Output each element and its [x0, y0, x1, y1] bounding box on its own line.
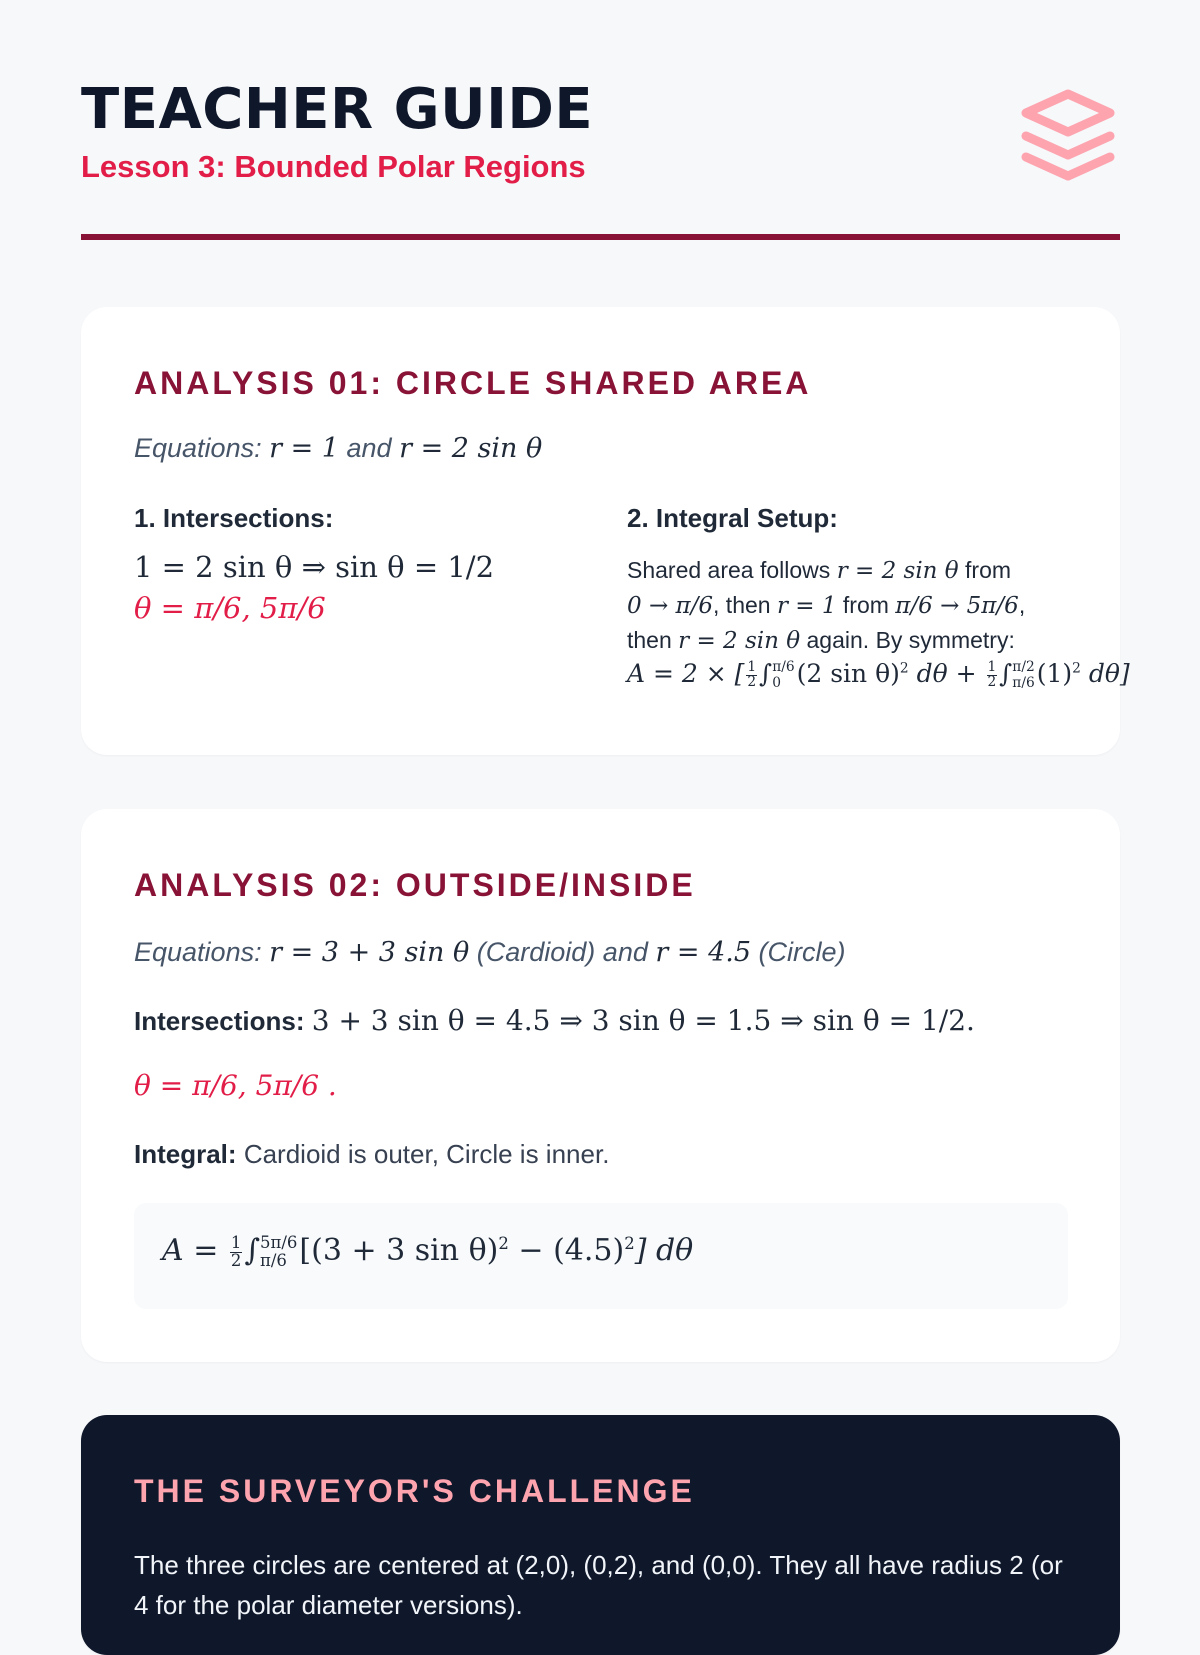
- surveyors-challenge-card: [81, 1415, 1120, 1655]
- analysis-02-formula-box: [134, 1203, 1068, 1309]
- integral-setup-heading: 2. Integral Setup:: [627, 503, 838, 533]
- equation-a: r = 1: [269, 433, 339, 464]
- analysis-01-title: ANALYSIS 01: CIRCLE SHARED AREA: [134, 365, 812, 401]
- challenge-title: THE SURVEYOR'S CHALLENGE: [134, 1473, 695, 1509]
- page: [81, 0, 1130, 1620]
- analysis-02-card: [81, 809, 1120, 1362]
- page-title: TEACHER GUIDE: [81, 77, 594, 142]
- challenge-text: The three circles are centered at (2,0), (0,2), and (0,0). They all have radius 2 (or 4 for the polar diameter versions).: [134, 1550, 1063, 1620]
- intersections-heading: 1. Intersections:: [134, 503, 334, 533]
- analysis-01-card: [81, 307, 1130, 755]
- integral-setup-text: Shared area follows r = 2 sin θ from 0 → π/6, then r = 1 from π/6 → 5π/6, then r = 2 sin θ again. By symmetry:: [627, 557, 1026, 654]
- shared-area-formula: A = 2 × [ $\frac{1}{2}$ ∫ π/6 0 (2 sin θ)$^2$ dθ + $\frac{1}{2}$ ∫ π/2 π/6 $(1)^2$ dθ]: [627, 659, 1130, 691]
- analysis-02-intersections: Intersections: 3 + 3 sin θ = 4.5 ⇒ 3 sin θ = 1.5 ⇒ sin θ = 1/2.: [134, 1004, 975, 1037]
- header: [81, 0, 1120, 240]
- equations-and: and: [346, 433, 392, 463]
- lesson-subtitle: Lesson 3: Bounded Polar Regions: [81, 149, 586, 184]
- stack-layers-icon: [1016, 86, 1120, 186]
- analysis-02-equations: Equations: r = 3 + 3 sin θ (Cardioid) and r = 4.5 (Circle): [134, 937, 846, 968]
- header-divider: [81, 234, 1120, 240]
- equation-b: r = 2 sin θ: [399, 433, 543, 464]
- outside-inside-formula: A = $\frac{1}{2}$ ∫ 5π/6 π/6 [(3 + 3 $\sin \theta)^2 - (4.5)^2$] dθ: [162, 1232, 694, 1270]
- analysis-02-integral-note: Integral: Cardioid is outer, Circle is inner.: [134, 1139, 610, 1169]
- analysis-02-title: ANALYSIS 02: OUTSIDE/INSIDE: [134, 867, 696, 903]
- analysis-01-equations: [134, 433, 542, 464]
- intersection-angles: θ = π/6, 5π/6: [134, 591, 326, 625]
- equations-label: Equations:: [134, 433, 262, 463]
- analysis-02-angles: θ = π/6, 5π/6 .: [134, 1069, 337, 1102]
- intersection-equation: 1 = 2 sin θ ⇒ sin θ = 1/2: [134, 550, 495, 584]
